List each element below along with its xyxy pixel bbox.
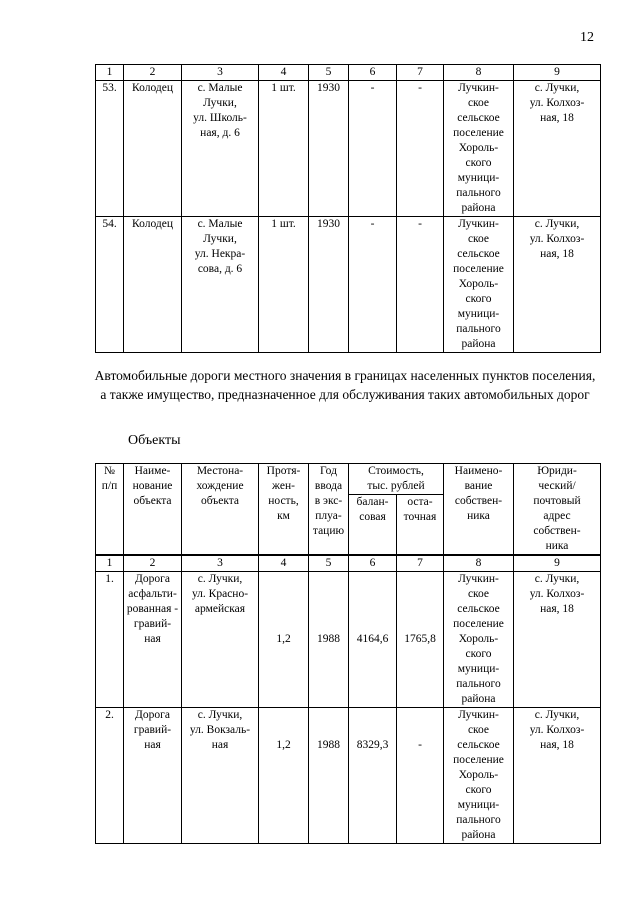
col-num: 2 [124, 65, 182, 81]
col-num: 9 [514, 556, 601, 572]
table-row [96, 708, 601, 844]
header-owner: Наимено- вание собствен- ника [444, 464, 514, 555]
owner-address: с. Лучки, ул. Колхоз- ная, 18 [514, 572, 601, 708]
header-cost: Стоимость, тыс. рублей [349, 464, 444, 495]
owner-address: с. Лучки, ул. Колхоз- ная, 18 [514, 81, 601, 217]
col-6-value: - [349, 217, 397, 353]
section-heading: Автомобильные дороги местного значения в границах населенных пунктов поселения, а также имущество, предназначенное для обслуживания таких автомобильных дорог [94, 368, 596, 402]
col-num: 4 [259, 556, 309, 572]
object-year: 1930 [309, 217, 349, 353]
row-number: 53. [96, 81, 124, 217]
col-num: 4 [259, 65, 309, 81]
header-num: № п/п [96, 464, 124, 555]
page-number: 12 [580, 30, 594, 45]
col-num: 6 [349, 65, 397, 81]
row-number: 2. [96, 708, 124, 844]
residual-cost: 1765,8 [397, 572, 444, 708]
object-name: Колодец [124, 81, 182, 217]
col-num: 7 [397, 65, 444, 81]
owner-address: с. Лучки, ул. Колхоз- ная, 18 [514, 217, 601, 353]
object-location: с. Малые Лучки, ул. Школь- ная, д. 6 [182, 81, 259, 217]
owner-name: Лучкин- ское сельское поселение Хороль- ского муници- пального района [444, 572, 514, 708]
header-address: Юриди- ческий/ почтовый адрес собствен- ника [514, 464, 601, 555]
wells-table [95, 64, 601, 353]
road-length: 1,2 [259, 708, 309, 844]
object-name: Дорога асфальти- рованная - гравий- ная [124, 572, 182, 708]
col-num: 5 [309, 65, 349, 81]
col-6-value: - [349, 81, 397, 217]
col-num: 1 [96, 65, 124, 81]
row-number: 54. [96, 217, 124, 353]
owner-address: с. Лучки, ул. Колхоз- ная, 18 [514, 708, 601, 844]
column-number-row [96, 556, 601, 572]
col-num: 7 [397, 556, 444, 572]
object-location: с. Лучки, ул. Вокзаль- ная [182, 708, 259, 844]
col-num: 2 [124, 556, 182, 572]
object-name: Дорога гравий- ная [124, 708, 182, 844]
col-num: 6 [349, 556, 397, 572]
col-7-value: - [397, 81, 444, 217]
object-location: с. Лучки, ул. Красно- армейская [182, 572, 259, 708]
col-num: 8 [444, 65, 514, 81]
col-num: 3 [182, 65, 259, 81]
col-num: 9 [514, 65, 601, 81]
residual-cost: - [397, 708, 444, 844]
objects-label: Объекты [128, 433, 181, 448]
object-location: с. Малые Лучки, ул. Некра- сова, д. 6 [182, 217, 259, 353]
owner-name: Лучкин- ское сельское поселение Хороль- ского муници- пального района [444, 217, 514, 353]
header-length: Протя- жен- ность, км [259, 464, 309, 555]
balance-cost: 4164,6 [349, 572, 397, 708]
col-7-value: - [397, 217, 444, 353]
col-num: 8 [444, 556, 514, 572]
owner-name: Лучкин- ское сельское поселение Хороль- ского муници- пального района [444, 708, 514, 844]
table-row [96, 572, 601, 708]
road-year: 1988 [309, 708, 349, 844]
object-quantity: 1 шт. [259, 81, 309, 217]
header-location: Местона- хождение объекта [182, 464, 259, 555]
col-num: 5 [309, 556, 349, 572]
road-year: 1988 [309, 572, 349, 708]
roads-header-table [95, 463, 601, 555]
object-quantity: 1 шт. [259, 217, 309, 353]
header-year: Год ввода в экс- плуа- тацию [309, 464, 349, 555]
column-number-row [96, 65, 601, 81]
col-num: 3 [182, 556, 259, 572]
road-length: 1,2 [259, 572, 309, 708]
header-residual: оста- точная [397, 495, 444, 555]
col-num: 1 [96, 556, 124, 572]
owner-name: Лучкин- ское сельское поселение Хороль- ского муници- пального района [444, 81, 514, 217]
header-name: Наиме- нование объекта [124, 464, 182, 555]
table-row [96, 217, 601, 353]
object-year: 1930 [309, 81, 349, 217]
roads-table [95, 555, 601, 844]
balance-cost: 8329,3 [349, 708, 397, 844]
header-balance: балан- совая [349, 495, 397, 555]
row-number: 1. [96, 572, 124, 708]
object-name: Колодец [124, 217, 182, 353]
table-row [96, 81, 601, 217]
